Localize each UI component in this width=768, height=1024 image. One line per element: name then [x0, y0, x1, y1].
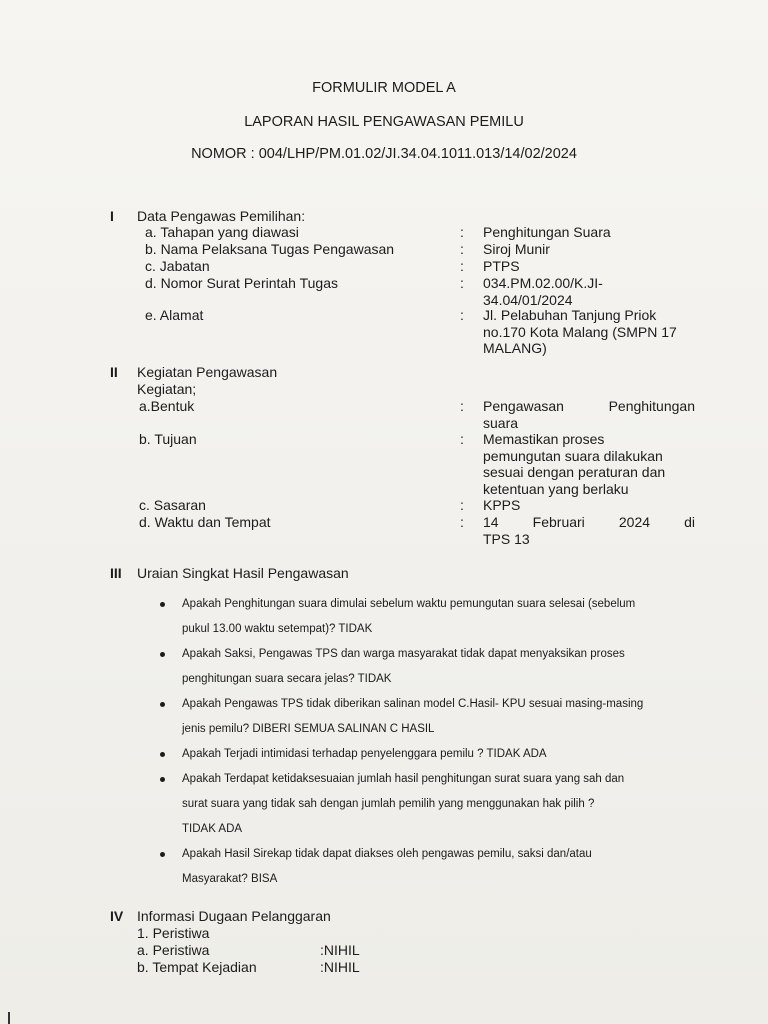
report-number: NOMOR : 004/LHP/PM.01.02/JI.34.04.1011.013/14/02/2024: [191, 146, 577, 162]
text-line: pukul 13.00 waktu setempat)? TIDAK: [182, 623, 373, 635]
text-line: Apakah Terdapat ketidaksesuaian jumlah hasil penghitungan surat suara yang sah dan: [182, 773, 625, 785]
text-line: surat suara yang tidak sah dengan jumlah pemilih yang menggunakan hak pilih ?: [182, 798, 595, 810]
section-4-sub1: 1. Peristiwa: [137, 925, 210, 941]
value-line: no.170 Kota Malang (SMPN 17: [483, 323, 677, 340]
section-1-value-a: Penghitungan Suara: [483, 224, 611, 240]
section-2-label-b: b. Tujuan: [139, 431, 197, 447]
value-line: 34.04/01/2024: [483, 291, 573, 308]
colon: :: [460, 497, 464, 513]
colon: :: [460, 514, 464, 530]
section-1-label-e: e. Alamat: [145, 307, 204, 323]
section-2-value-a: [483, 398, 695, 431]
bullet-dot: [160, 852, 165, 857]
bullet-dot: [160, 702, 165, 707]
list-item-text: [182, 642, 702, 692]
section-4-title: Informasi Dugaan Pelanggaran: [137, 908, 331, 924]
section-1-value-b: Siroj Munir: [483, 241, 550, 257]
section-1-value-e: [483, 307, 695, 357]
value-line: Pengawasan Penghitungan: [483, 398, 695, 414]
colon: :: [460, 307, 464, 323]
text-line: Apakah Terjadi intimidasi terhadap penyelenggara pemilu ? TIDAK ADA: [182, 748, 547, 760]
section-2-label-a: a.Bentuk: [139, 398, 195, 414]
report-title: LAPORAN HASIL PENGAWASAN PEMILU: [244, 114, 524, 130]
text-line: Masyarakat? BISA: [182, 873, 278, 885]
section-2-title: Kegiatan Pengawasan: [137, 364, 278, 380]
text-line: Apakah Hasil Sirekap tidak dapat diakses oleh pengawas pemilu, saksi dan/atau: [182, 848, 592, 860]
bullet-dot: [160, 602, 165, 607]
section-1-value-c: PTPS: [483, 258, 520, 274]
colon: :: [460, 275, 464, 291]
colon: :: [460, 431, 464, 447]
section-2-label-d: d. Waktu dan Tempat: [139, 514, 271, 530]
value-line: Memastikan proses: [483, 431, 605, 447]
value-line: MALANG): [483, 340, 547, 356]
section-1-title: Data Pengawas Pemilihan:: [137, 208, 306, 224]
section-1-label-b: b. Nama Pelaksana Tugas Pengawasan: [145, 241, 395, 257]
text-line: Apakah Penghitungan suara dimulai sebelum waktu pemungutan suara selesai (sebelum: [182, 598, 636, 610]
text-line: penghitungan suara secara jelas? TIDAK: [182, 673, 392, 685]
section-2-value-d: [483, 514, 695, 547]
text-line: Apakah Pengawas TPS tidak diberikan salinan model C.Hasil- KPU sesuai masing-masing: [182, 698, 644, 710]
bullet-dot: [160, 652, 165, 657]
section-1-label-c: c. Jabatan: [145, 258, 210, 274]
value-line: pemungutan suara dilakukan: [483, 447, 663, 464]
section-1-value-d: [483, 275, 695, 308]
value-line: ketentuan yang berlaku: [483, 480, 629, 497]
section-4-value-a: :NIHIL: [320, 942, 360, 958]
list-item-text: [182, 767, 702, 842]
value-line: suara: [483, 414, 519, 431]
bullet-dot: [160, 752, 165, 757]
colon: :: [460, 258, 464, 274]
section-2-subtitle: Kegiatan;: [137, 381, 197, 397]
colon: :: [460, 241, 464, 257]
list-item-text: [182, 592, 702, 642]
page-edge-mark: [8, 1012, 10, 1024]
text-line: TIDAK ADA: [182, 823, 243, 835]
list-item-text: [182, 742, 702, 767]
list-item-text: [182, 842, 702, 892]
value-line: 034.PM.02.00/K.JI-: [483, 275, 603, 291]
section-4-label-a: a. Peristiwa: [137, 942, 210, 958]
section-4-numeral: IV: [110, 908, 124, 924]
section-2-value-c: KPPS: [483, 497, 521, 513]
section-1-label-a: a. Tahapan yang diawasi: [145, 224, 299, 240]
value-line: Jl. Pelabuhan Tanjung Priok: [483, 307, 657, 323]
list-item-text: [182, 692, 702, 742]
section-1-label-d: d. Nomor Surat Perintah Tugas: [145, 275, 338, 291]
section-3-numeral: III: [110, 565, 122, 581]
value-line: TPS 13: [483, 530, 530, 547]
value-line: 14 Februari 2024 di: [483, 514, 695, 530]
colon: :: [460, 398, 464, 414]
text-line: jenis pemilu? DIBERI SEMUA SALINAN C HASIL: [182, 723, 435, 735]
section-2-value-b: [483, 431, 695, 497]
text-line: Apakah Saksi, Pengawas TPS dan warga masyarakat tidak dapat menyaksikan proses: [182, 648, 625, 660]
value-line: sesuai dengan peraturan dan: [483, 464, 666, 480]
section-2-label-c: c. Sasaran: [139, 497, 206, 513]
bullet-dot: [160, 777, 165, 782]
section-4-value-b: :NIHIL: [320, 959, 360, 975]
form-title: FORMULIR MODEL A: [312, 80, 456, 96]
colon: :: [460, 224, 464, 240]
section-4-label-b: b. Tempat Kejadian: [137, 959, 257, 975]
section-2-numeral: II: [110, 364, 118, 380]
section-1-numeral: I: [110, 208, 114, 224]
section-3-title: Uraian Singkat Hasil Pengawasan: [137, 565, 349, 581]
